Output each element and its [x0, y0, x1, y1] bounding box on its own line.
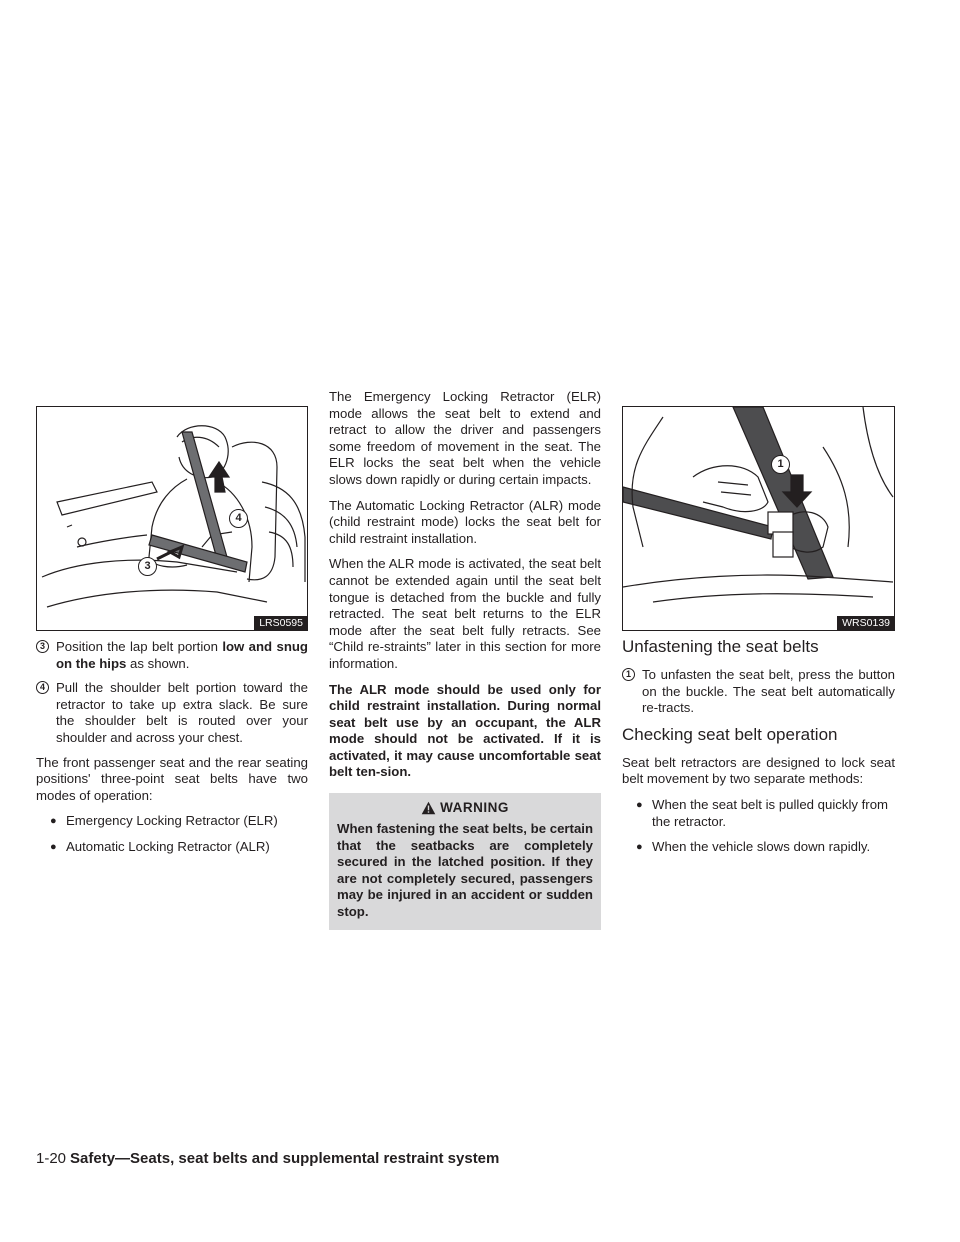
mode-elr [36, 813, 308, 830]
bullet-icon: ● [636, 798, 643, 811]
warning-text: When fastening the seat belts, be certain that the seatbacks are completely secured in the latched position. If they are not completely secured, passengers may be injured in an accident or sudden stop. [337, 821, 593, 920]
retractor-paragraph: Seat belt retractors are designed to lock seat belt movement by two separate methods: [622, 754, 895, 787]
step-4-text: Pull the shoulder belt portion toward the retractor to take up extra slack. Be sure the shoulder belt is routed over your shoulder and across your chest. [56, 680, 308, 745]
figure-code: WRS0139 [837, 616, 894, 630]
warning-label: WARNING [440, 800, 509, 816]
figure-code: LRS0595 [254, 616, 307, 630]
bullet-icon: ● [50, 840, 57, 853]
warning-title [337, 800, 593, 815]
step-1-text: To unfasten the seat belt, press the button on the buckle. The seat belt automatically re-tracts. [642, 667, 895, 716]
method-2-text: When the vehicle slows down rapidly. [652, 839, 871, 855]
callout-3: 3 [138, 557, 157, 576]
step-number-1: 1 [622, 668, 635, 681]
mode-alr-text: Automatic Locking Retractor (ALR) [66, 838, 270, 854]
step-3 [36, 639, 308, 672]
elr-paragraph: The Emergency Locking Retractor (ELR) mode allows the seat belt to extend and retract to allow the driver and passengers some freedom of movement in the seat. The ELR locks the seat belt when the vehicle slows down rapidly or during certain impacts. [329, 389, 601, 487]
step-1 [622, 667, 895, 717]
method-pulled-quickly [622, 797, 895, 830]
step-number-4: 4 [36, 681, 49, 694]
alr-activated-paragraph: When the ALR mode is activated, the seat belt cannot be extended again until the seat belt tongue is detached from the buckle and fully retracted. The seat belt returns to the ELR mode after the seat belt fully retracts. See “Child re-straints” later in this section for more information. [329, 556, 601, 671]
figure-lap-belt [36, 406, 308, 631]
warning-box [329, 793, 601, 930]
column-right [622, 406, 895, 865]
intro-paragraph: The front passenger seat and the rear seating positions' three-point seat belts have two modes of operation: [36, 754, 308, 803]
alr-usage-paragraph: The ALR mode should be used only for child restraint installation. During normal seat belt use by an occupant, the ALR mode should not be activated. If it is activated, it may cause uncomfortable seat belt ten-sion. [329, 681, 601, 780]
lap-belt-illustration [37, 407, 307, 630]
step-3-bold: low and snug on the hips [56, 639, 308, 671]
step-3-after: as shown. [126, 655, 190, 671]
column-left [36, 406, 308, 865]
callout-4: 4 [229, 509, 248, 528]
step-4 [36, 680, 308, 746]
bullet-icon: ● [636, 841, 643, 854]
buckle-illustration [623, 407, 894, 630]
page-footer [36, 1150, 499, 1167]
mode-elr-text: Emergency Locking Retractor (ELR) [66, 813, 278, 829]
mode-alr [36, 839, 308, 856]
method-1-text: When the seat belt is pulled quickly from the retractor. [652, 796, 889, 829]
step-3-text: Position the lap belt portion [56, 639, 223, 654]
figure-buckle [622, 406, 895, 631]
column-middle [329, 389, 601, 930]
bullet-icon: ● [50, 815, 57, 828]
page-number: 1-20 [36, 1150, 67, 1167]
section-title: Safety—Seats, seat belts and supplemental restraint system [70, 1150, 500, 1167]
step-number-3: 3 [36, 640, 49, 653]
heading-unfastening: Unfastening the seat belts [622, 637, 819, 656]
heading-checking: Checking seat belt operation [622, 724, 838, 744]
warning-icon [421, 801, 436, 815]
alr-paragraph: The Automatic Locking Retractor (ALR) mode (child restraint mode) locks the seat belt for child restraint installation. [329, 497, 601, 546]
callout-1: 1 [771, 455, 790, 474]
method-slows-down [622, 839, 895, 856]
